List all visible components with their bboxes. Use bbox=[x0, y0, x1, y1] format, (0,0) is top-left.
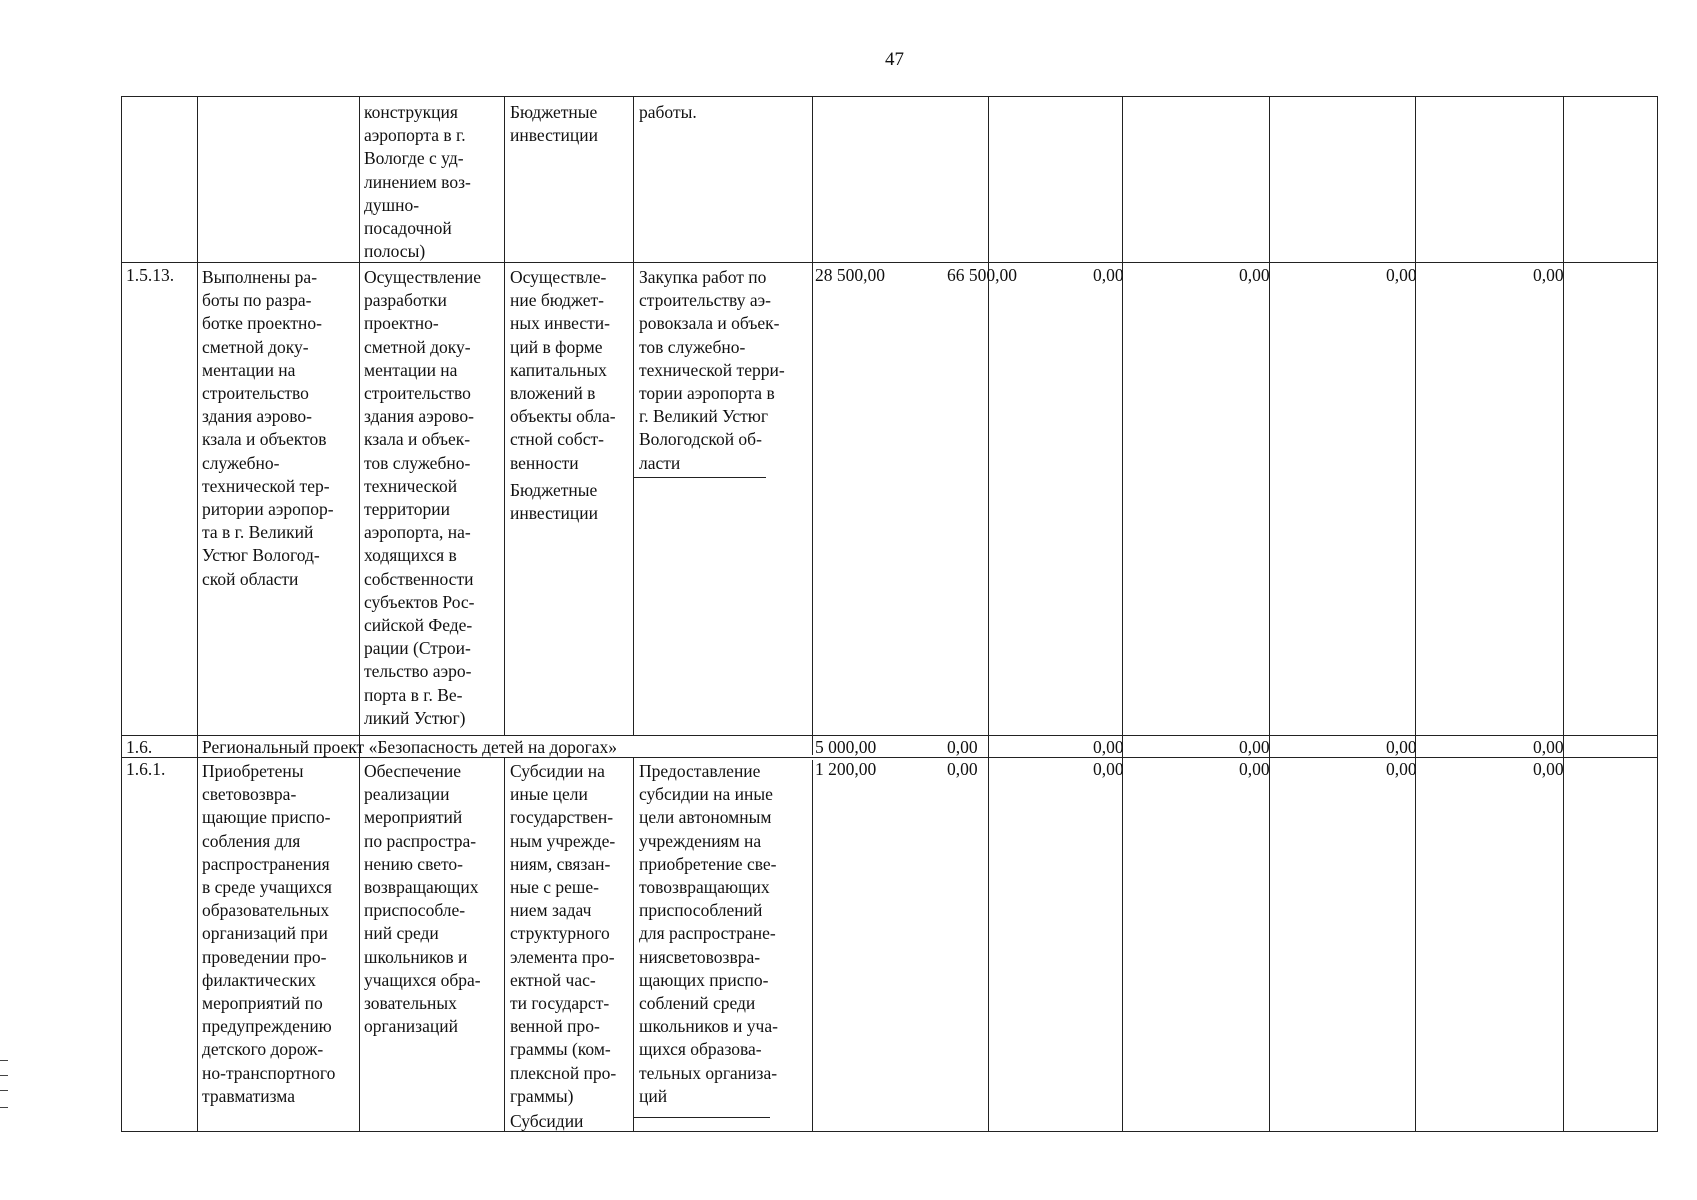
row-161-value-6: 0,00 bbox=[1533, 759, 1564, 779]
row-161-value-1: 1 200,00 bbox=[815, 759, 877, 779]
row-1513-result: Выполнены ра- боты по разра- ботке проектно- сметной доку- ментации на строительство здания аэрово- кзала и объектов служебно- технической тер- ритории аэропор- та в г. Великий Устюг Вологод- ской области bbox=[202, 267, 334, 589]
row-1513-value-5: 0,00 bbox=[1386, 265, 1417, 285]
row-16-value-2: 0,00 bbox=[947, 737, 978, 757]
row-161-description: Предоставление субсидии на иные цели автономным учреждениям на приобретение све- товозвращающих приспособлений для распростране- ниясветовозвра- щающих приспо- соблений среди школьников и уча- щихся образова- тельных организа- ций bbox=[639, 761, 778, 1106]
row-161-value-5: 0,00 bbox=[1386, 759, 1417, 779]
col-border bbox=[1415, 97, 1416, 1131]
row-16-value-6: 0,00 bbox=[1533, 737, 1564, 757]
row-161-value-3: 0,00 bbox=[1093, 759, 1124, 779]
row-161-code: 1.6.1. bbox=[126, 759, 166, 779]
col-border bbox=[359, 97, 360, 1131]
row-16-title: Региональный проект «Безопасность детей на дорогах» bbox=[202, 737, 618, 757]
row-1513-value-4: 0,00 bbox=[1239, 265, 1270, 285]
row-161-result: Приобретены световозвра- щающие приспо- собления для распространения в среде учащихся образовательных организаций при проведении про- филактических мероприятий по предупреждению детского дорож- но-транспортного травматизма bbox=[202, 761, 336, 1106]
col-border bbox=[633, 97, 634, 735]
row-1513-value-6: 0,00 bbox=[1533, 265, 1564, 285]
row-16-value-3: 0,00 bbox=[1093, 737, 1124, 757]
col-border bbox=[1563, 97, 1564, 1131]
row-161-source-a: Субсидии на иные цели государствен- ным учрежде- ниям, связан- ные с реше- нием задач структурного элемента про- ектной час- ти государст- венной про- граммы (ком- плексной про- граммы) bbox=[510, 761, 617, 1106]
source-split-line bbox=[633, 477, 766, 478]
col-border bbox=[504, 757, 505, 1131]
col-border bbox=[197, 97, 198, 1131]
row-1513-source-b: Бюджетные инвестиции bbox=[510, 480, 598, 524]
col-border bbox=[1269, 97, 1270, 1131]
row-1513-name: Осуществление разработки проектно- сметной доку- ментации на строительство здания аэрово- кзала и объек- тов служебно- технической территории аэропорта, на- ходящихся в собственности субъектов Рос- сийской Феде- рации (Строи- тельство аэро- порта в г. Ве- ликий Устюг) bbox=[364, 267, 482, 728]
row-161-name: Обеспечение реализации мероприятий по распростра- нению свето- возвращающих приспособле- ний среди школьников и учащихся обра- зовательных организаций bbox=[364, 761, 481, 1037]
binding-marks bbox=[0, 1060, 8, 1108]
continuation-source-cell: Бюджетные инвестиции bbox=[510, 102, 598, 146]
col-border bbox=[504, 97, 505, 735]
row-161-source-b: Субсидии bbox=[510, 1111, 584, 1131]
col-border bbox=[988, 97, 989, 1131]
row-1513-code: 1.5.13. bbox=[126, 265, 175, 285]
col-border bbox=[1122, 97, 1123, 1131]
continuation-description-cell: работы. bbox=[639, 102, 697, 122]
row-161-value-2: 0,00 bbox=[947, 759, 978, 779]
row-16-code: 1.6. bbox=[126, 737, 153, 757]
row-161-value-4: 0,00 bbox=[1239, 759, 1270, 779]
row-16-value-1: 5 000,00 bbox=[815, 737, 877, 757]
row-1513-value-2: 66 500,00 bbox=[947, 265, 1017, 285]
row-1513-description: Закупка работ по строительству аэ- ровокзала и объек- тов служебно- технической терри- тории аэропорта в г. Великий Устюг Вологодской об- ласти bbox=[639, 267, 785, 473]
row-1513-source-a: Осуществле- ние бюджет- ных инвести- ций в форме капитальных вложений в объекты обла- стной собст- венности bbox=[510, 267, 616, 473]
continuation-name-cell: конструкция аэропорта в г. Вологде с уд- линением воз- душно- посадочной полосы) bbox=[364, 102, 471, 262]
row-16-value-5: 0,00 bbox=[1386, 737, 1417, 757]
row-border bbox=[122, 262, 1657, 263]
col-border bbox=[812, 97, 813, 755]
page-number: 47 bbox=[885, 49, 904, 70]
budget-table bbox=[121, 96, 1658, 1132]
row-16-value-4: 0,00 bbox=[1239, 737, 1270, 757]
col-border bbox=[812, 760, 813, 1131]
row-1513-value-3: 0,00 bbox=[1093, 265, 1124, 285]
row-1513-value-1: 28 500,00 bbox=[815, 265, 885, 285]
col-border bbox=[633, 757, 634, 1131]
source-split-line bbox=[633, 1117, 770, 1118]
